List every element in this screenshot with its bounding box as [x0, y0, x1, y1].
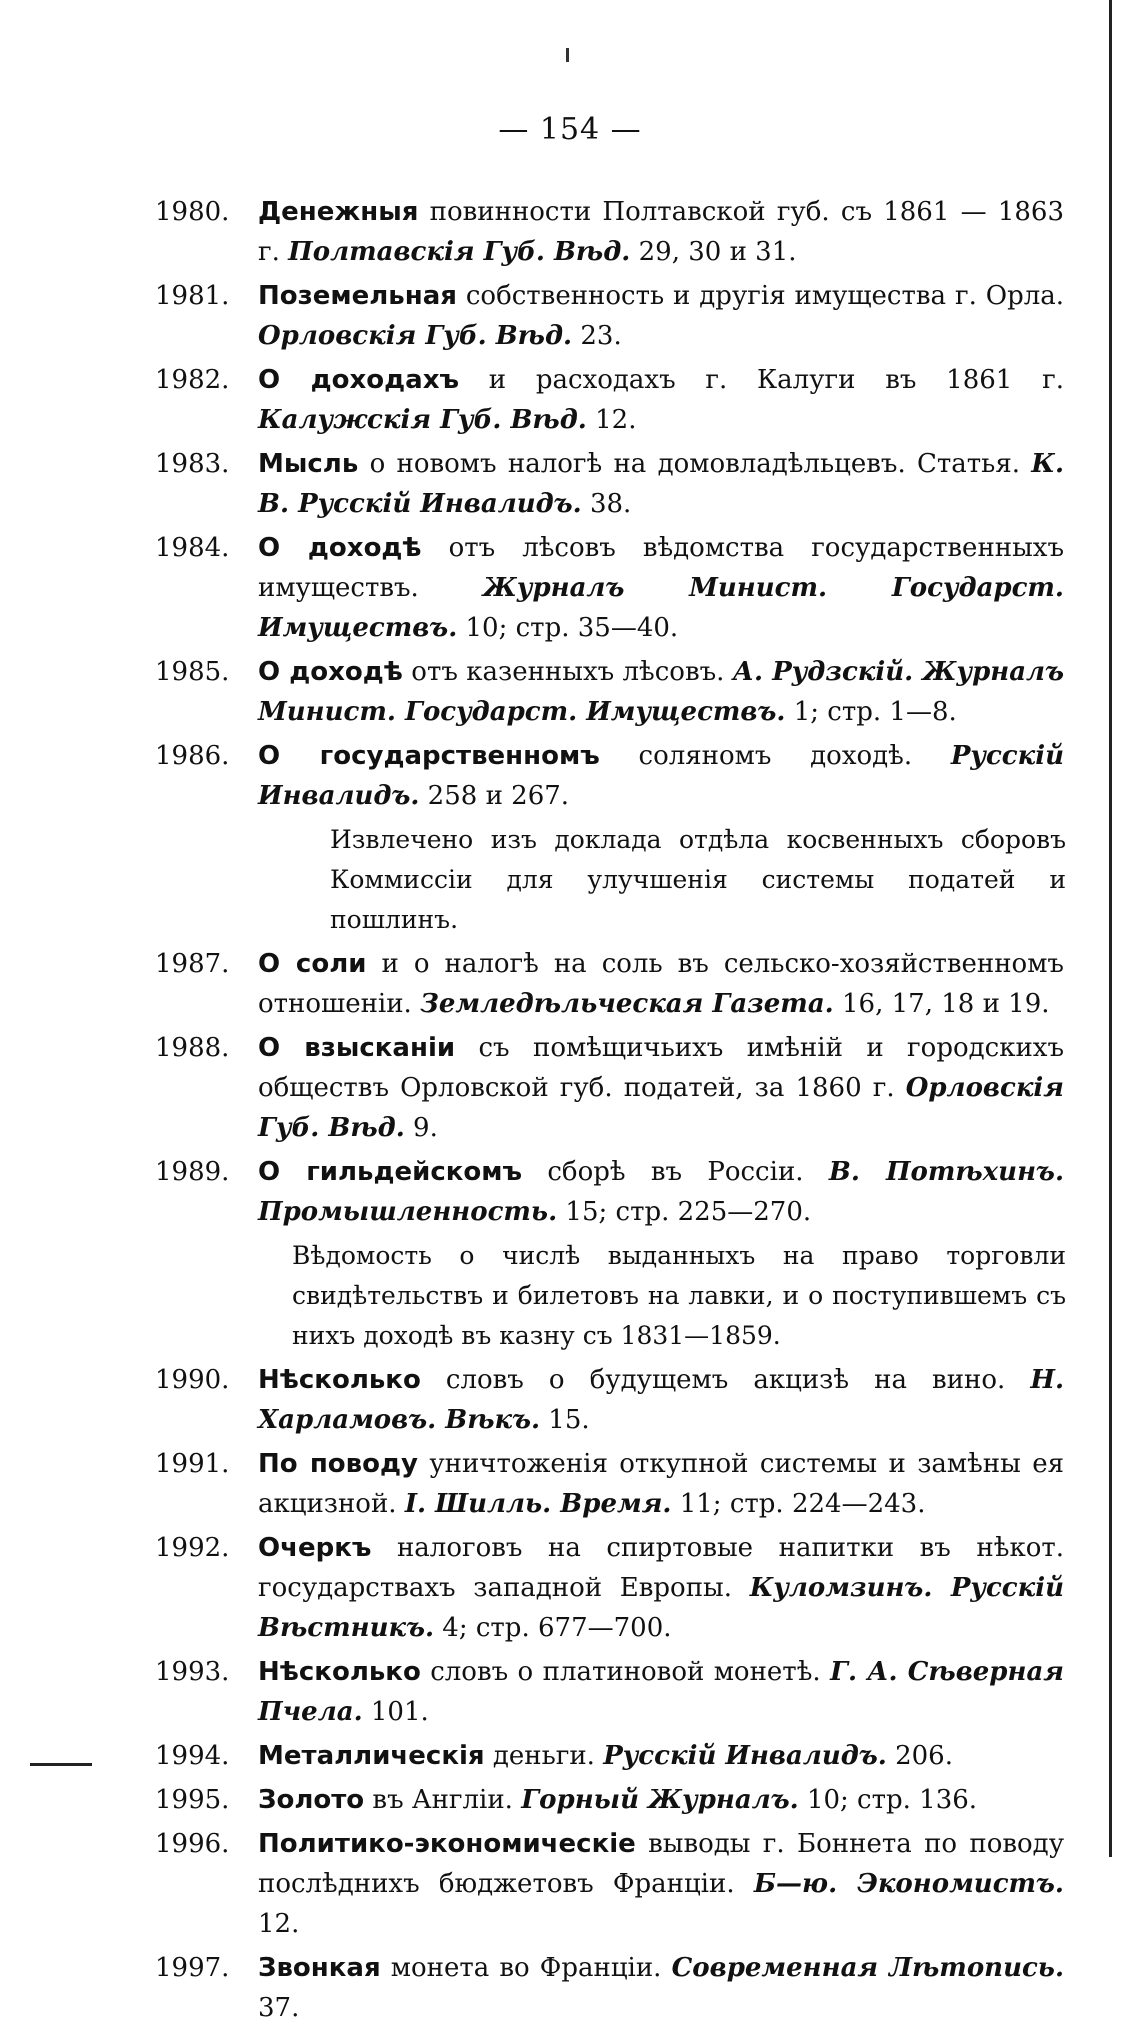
- entry-details: 10; стр. 136.: [798, 1785, 978, 1815]
- entry-text: отъ казенныхъ лѣсовъ.: [402, 657, 733, 687]
- entry-source: Б—ю. Экономистъ.: [753, 1869, 1064, 1899]
- entry-details: 23.: [572, 321, 622, 351]
- entry-source: Калужскія Губ. Вѣд.: [258, 405, 587, 435]
- entry-details: 37.: [258, 1993, 300, 2023]
- entry-title: О доходѣ: [258, 657, 403, 687]
- bibliography-entry: [0, 1528, 1064, 1648]
- entry-title: О соли: [258, 949, 367, 979]
- entry-title: Звонкая: [258, 1953, 381, 1983]
- footer-dash: [30, 1763, 92, 1766]
- entry-text: съ помѣщичьихъ имѣній и городскихъ обществъ Орловской губ. податей, за 1860 г.: [258, 1033, 1064, 1103]
- entry-title: О доходахъ: [258, 365, 460, 395]
- entry-number: 1981.: [155, 281, 230, 311]
- entry-number: 1989.: [155, 1157, 230, 1187]
- page-number: — 154 —: [498, 112, 642, 147]
- entry-source: К. В. Русскій Инвалидъ.: [258, 449, 1064, 519]
- entry-title: По поводу: [258, 1449, 418, 1479]
- scan-mark: [566, 48, 569, 62]
- entry-details: 11; стр. 224—243.: [671, 1489, 926, 1519]
- bibliography-entry: [0, 1780, 1064, 1820]
- entry-number: 1995.: [155, 1785, 230, 1815]
- entry-text: сборѣ въ Россіи.: [522, 1157, 829, 1187]
- entry-details: 15.: [540, 1405, 590, 1435]
- entry-title: Нѣсколько: [258, 1365, 421, 1395]
- entry-number: 1991.: [155, 1449, 230, 1479]
- entry-source: Горный Журналъ.: [521, 1785, 799, 1815]
- entry-source: Н. Харламовъ. Вѣкъ.: [258, 1365, 1064, 1435]
- entry-title: Политико-экономическіе: [258, 1829, 636, 1859]
- entry-details: 12.: [586, 405, 637, 435]
- entry-number: 1980.: [155, 197, 230, 227]
- entry-source: Полтавскія Губ. Вѣд.: [288, 237, 631, 267]
- bibliography-entry: [0, 1444, 1064, 1524]
- entry-title: О гильдейскомъ: [258, 1157, 523, 1187]
- entry-source: Русскій Инвалидъ.: [603, 1741, 887, 1771]
- entry-details: 29, 30 и 31.: [630, 237, 797, 267]
- entry-number: 1994.: [155, 1741, 230, 1771]
- entry-title: О взысканіи: [258, 1033, 456, 1063]
- entry-note: Вѣдомость о числѣ выданныхъ на право торговли свидѣтельствъ и билетовъ на лавки, и о поступившемъ съ нихъ доходѣ въ казну съ 1831—1859.: [292, 1241, 1066, 1350]
- entry-details: 38.: [581, 489, 632, 519]
- bibliography-entry: [0, 1360, 1064, 1440]
- entry-text: деньги.: [484, 1741, 604, 1771]
- entry-title: Металлическія: [258, 1741, 485, 1771]
- entry-source: Орловскія Губ. Вѣд.: [258, 321, 573, 351]
- entry-details: 101.: [362, 1697, 429, 1727]
- entry-number: 1996.: [155, 1829, 230, 1859]
- entry-title: О государственномъ: [258, 741, 600, 771]
- entry-text: словъ о будущемъ акцизѣ на вино.: [420, 1365, 1031, 1395]
- entry-title: О доходѣ: [258, 533, 422, 563]
- bibliography-list: [0, 192, 1140, 2032]
- bibliography-entry: [0, 276, 1064, 356]
- entry-title: Денежныя: [258, 197, 419, 227]
- entry-number: 1987.: [155, 949, 230, 979]
- entry-source: І. Шилль. Время.: [404, 1489, 672, 1519]
- entry-number: 1984.: [155, 533, 230, 563]
- entry-text: и расходахъ г. Калуги въ 1861 г.: [459, 365, 1064, 395]
- entry-text: словъ о платиновой монетѣ.: [420, 1657, 831, 1687]
- entry-number: 1983.: [155, 449, 230, 479]
- entry-text: монета во Франціи.: [380, 1953, 672, 1983]
- bibliography-entry: [0, 736, 1064, 816]
- entry-details: 9.: [404, 1113, 438, 1143]
- entry-text: повинности Полтавской губ. съ 1861 — 1863 г.: [258, 197, 1064, 267]
- entry-note: Извлечено изъ доклада отдѣла косвенныхъ сборовъ Коммиссіи для улучшенія системы податей и пошлинъ.: [330, 825, 1066, 934]
- entry-text: въ Англіи.: [364, 1785, 522, 1815]
- entry-title: Золото: [258, 1785, 365, 1815]
- entry-source: Земледѣльческая Газета.: [420, 989, 834, 1019]
- entry-title: Поземельная: [258, 281, 457, 311]
- entry-text: собственность и другія имущества г. Орла.: [456, 281, 1064, 311]
- entry-source: Орловскія Губ. Вѣд.: [258, 1073, 1064, 1143]
- bibliography-entry: [0, 1652, 1064, 1732]
- entry-details: 258 и 267.: [419, 781, 570, 811]
- entry-source: А. Рудзскій. Журналъ Минист. Государст. Имуществъ.: [258, 657, 1064, 727]
- entry-details: 1; стр. 1—8.: [785, 697, 957, 727]
- entry-number: 1990.: [155, 1365, 230, 1395]
- entry-source: Русскій Инвалидъ.: [258, 741, 1065, 811]
- bibliography-entry: [0, 444, 1064, 524]
- entry-number: 1993.: [155, 1657, 230, 1687]
- entry-text: о новомъ налогѣ на домовладѣльцевъ. Статья.: [358, 449, 1032, 479]
- entry-source: Журналъ Минист. Государст. Имуществъ.: [258, 573, 1064, 643]
- entry-source: В. Потѣхинъ. Промышленность.: [258, 1157, 1064, 1227]
- entry-title: Мысль: [258, 449, 359, 479]
- entry-number: 1986.: [155, 741, 230, 771]
- entry-title: Нѣсколько: [258, 1657, 421, 1687]
- entry-text: отъ лѣсовъ вѣдомства государственныхъ имуществъ.: [258, 533, 1065, 603]
- entry-details: 10; стр. 35—40.: [457, 613, 679, 643]
- entry-details: 206.: [886, 1741, 953, 1771]
- bibliography-entry: [0, 1948, 1064, 2028]
- entry-text: соляномъ доходѣ.: [599, 741, 951, 771]
- bibliography-entry: [0, 360, 1064, 440]
- entry-source: Г. А. Сѣверная Пчела.: [258, 1657, 1064, 1727]
- bibliography-entry: [0, 1028, 1064, 1148]
- bibliography-entry: [0, 192, 1064, 272]
- bibliography-entry: [0, 944, 1064, 1024]
- entry-number: 1985.: [155, 657, 230, 687]
- bibliography-entry: [0, 1736, 1064, 1776]
- entry-number: 1992.: [155, 1533, 230, 1563]
- entry-text: налоговъ на спиртовые напитки въ нѣкот. государствахъ западной Европы.: [258, 1533, 1064, 1603]
- entry-details: 4; стр. 677—700.: [434, 1613, 672, 1643]
- entry-details: 15; стр. 225—270.: [557, 1197, 812, 1227]
- bibliography-entry: [0, 528, 1064, 648]
- entry-text: выводы г. Боннета по поводу послѣднихъ бюджетовъ Франціи.: [258, 1829, 1064, 1899]
- entry-source: Куломзинъ. Русскій Вѣстникъ.: [258, 1573, 1065, 1643]
- entry-number: 1982.: [155, 365, 230, 395]
- bibliography-entry: [0, 1824, 1064, 1944]
- entry-source: Современная Лѣтопись.: [671, 1953, 1065, 1983]
- entry-number: 1988.: [155, 1033, 230, 1063]
- entry-text: и о налогѣ на соль въ сельско-хозяйственномъ отношеніи.: [258, 949, 1064, 1019]
- bibliography-entry: [0, 652, 1064, 732]
- entry-title: Очеркъ: [258, 1533, 372, 1563]
- entry-text: уничтоженія откупной системы и замѣны ея акцизной.: [258, 1449, 1065, 1519]
- entry-number: 1997.: [155, 1953, 230, 1983]
- bibliography-entry: [0, 1152, 1064, 1232]
- entry-details: 12.: [258, 1909, 300, 1939]
- entry-details: 16, 17, 18 и 19.: [833, 989, 1050, 1019]
